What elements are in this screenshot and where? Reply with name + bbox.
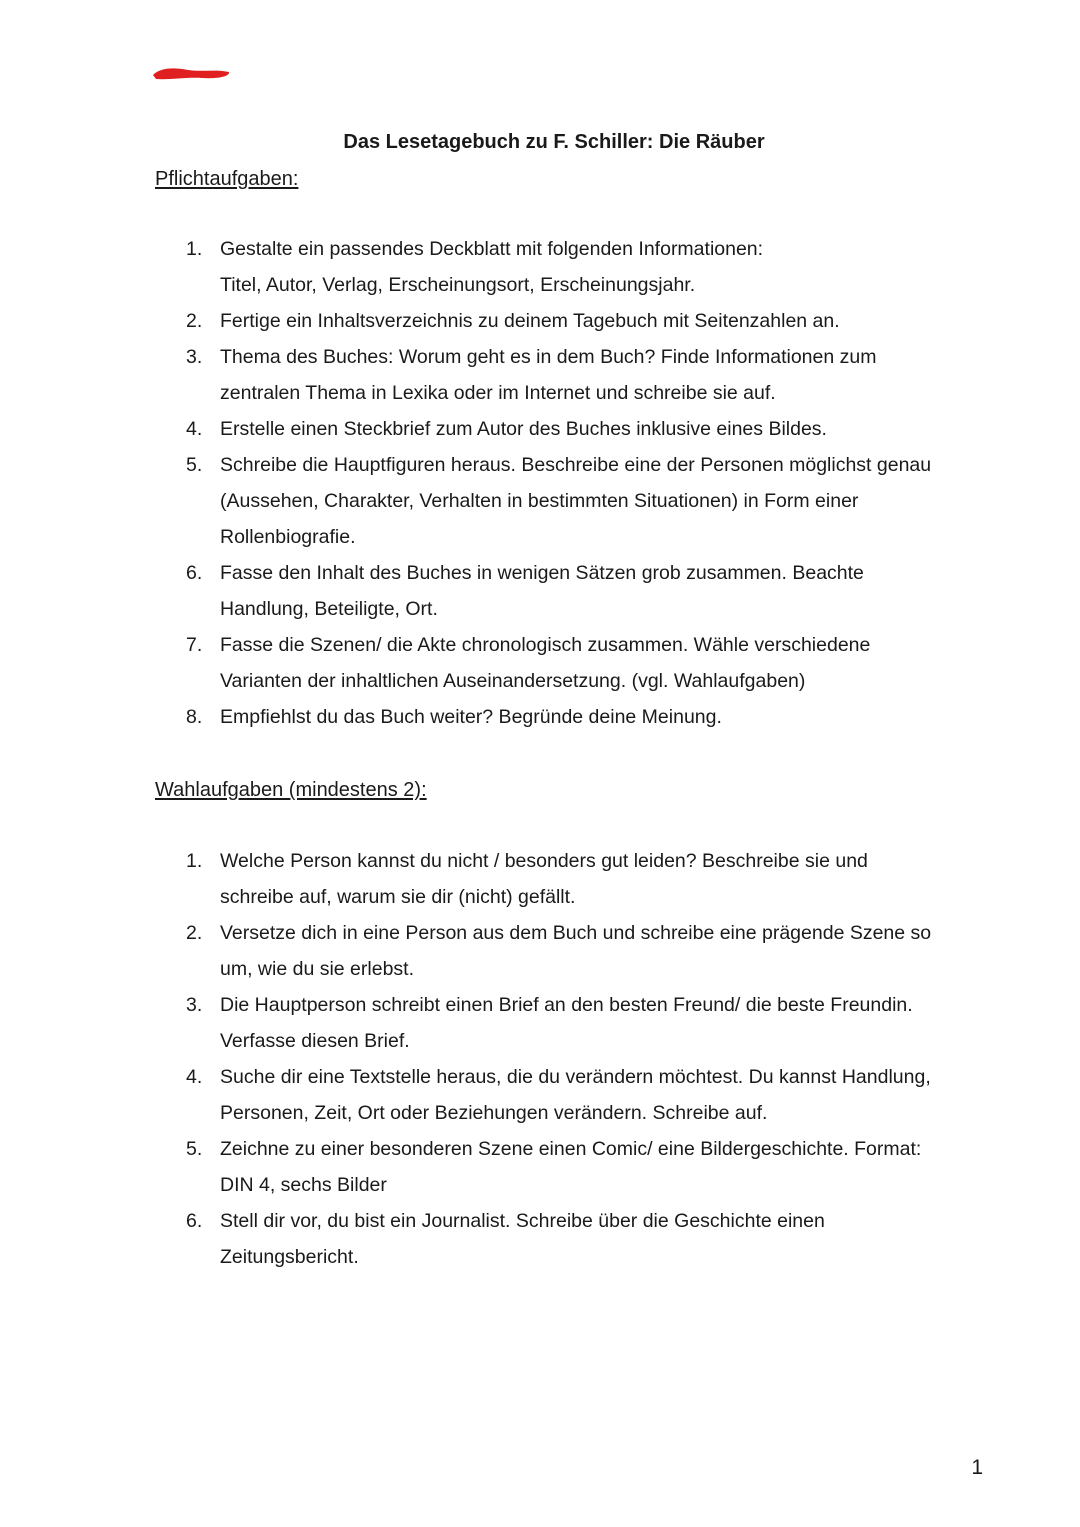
task-text-line: Titel, Autor, Verlag, Erscheinungsort, Erscheinungsjahr. bbox=[220, 274, 696, 296]
task-text-line: um, wie du sie erlebst. bbox=[220, 958, 415, 980]
task-text-line: Gestalte ein passendes Deckblatt mit folgenden Informationen: bbox=[220, 238, 764, 260]
task-text-line: Empfiehlst du das Buch weiter? Begründe deine Meinung. bbox=[220, 706, 722, 728]
task-text-line: Verfasse diesen Brief. bbox=[220, 1030, 410, 1052]
redaction-scribble bbox=[150, 64, 232, 82]
task-number: 1. bbox=[186, 850, 203, 872]
section-heading-pflichtaufgaben: Pflichtaufgaben: bbox=[155, 168, 299, 190]
task-text-line: Handlung, Beteiligte, Ort. bbox=[220, 598, 438, 620]
task-number: 1. bbox=[186, 238, 203, 260]
task-number: 5. bbox=[186, 1138, 203, 1160]
pflichtaufgaben-list bbox=[0, 231, 1080, 735]
task-text-line: Fasse die Szenen/ die Akte chronologisch zusammen. Wähle verschiedene bbox=[220, 634, 871, 656]
document-title: Das Lesetagebuch zu F. Schiller: Die Räuber bbox=[343, 131, 765, 153]
task-number: 2. bbox=[186, 922, 203, 944]
task-text-line: Zeitungsbericht. bbox=[220, 1246, 359, 1268]
task-text-line: Suche dir eine Textstelle heraus, die du verändern möchtest. Du kannst Handlung, bbox=[220, 1066, 931, 1088]
task-number: 6. bbox=[186, 1210, 203, 1232]
task-item bbox=[0, 915, 960, 987]
task-item bbox=[0, 627, 960, 699]
task-number: 3. bbox=[186, 994, 203, 1016]
task-text-line: Fertige ein Inhaltsverzeichnis zu deinem Tagebuch mit Seitenzahlen an. bbox=[220, 310, 840, 332]
task-item bbox=[0, 447, 960, 555]
task-text-line: zentralen Thema in Lexika oder im Internet und schreibe sie auf. bbox=[220, 382, 776, 404]
task-text-line: Die Hauptperson schreibt einen Brief an den besten Freund/ die beste Freundin. bbox=[220, 994, 913, 1016]
task-item bbox=[0, 555, 960, 627]
task-text-line: Rollenbiografie. bbox=[220, 526, 356, 548]
task-text-line: Erstelle einen Steckbrief zum Autor des Buches inklusive eines Bildes. bbox=[220, 418, 827, 440]
task-text-line: schreibe auf, warum sie dir (nicht) gefällt. bbox=[220, 886, 576, 908]
task-item bbox=[0, 411, 960, 447]
task-text-line: Welche Person kannst du nicht / besonders gut leiden? Beschreibe sie und bbox=[220, 850, 868, 872]
task-number: 7. bbox=[186, 634, 203, 656]
task-number: 3. bbox=[186, 346, 203, 368]
task-number: 2. bbox=[186, 310, 203, 332]
task-text-line: Zeichne zu einer besonderen Szene einen Comic/ eine Bildergeschichte. Format: bbox=[220, 1138, 922, 1160]
task-item bbox=[0, 231, 960, 303]
task-text-line: Stell dir vor, du bist ein Journalist. Schreibe über die Geschichte einen bbox=[220, 1210, 825, 1232]
section-heading-wahlaufgaben: Wahlaufgaben (mindestens 2): bbox=[155, 779, 427, 801]
task-text-line: Versetze dich in eine Person aus dem Buch und schreibe eine prägende Szene so bbox=[220, 922, 932, 944]
task-number: 5. bbox=[186, 454, 203, 476]
task-text-line: Personen, Zeit, Ort oder Beziehungen verändern. Schreibe auf. bbox=[220, 1102, 768, 1124]
task-text-line: Fasse den Inhalt des Buches in wenigen Sätzen grob zusammen. Beachte bbox=[220, 562, 864, 584]
task-item bbox=[0, 699, 960, 735]
task-item bbox=[0, 1059, 960, 1131]
task-item bbox=[0, 1203, 960, 1275]
task-text-line: (Aussehen, Charakter, Verhalten in bestimmten Situationen) in Form einer bbox=[220, 490, 859, 512]
task-text-line: Thema des Buches: Worum geht es in dem Buch? Finde Informationen zum bbox=[220, 346, 877, 368]
task-number: 4. bbox=[186, 418, 203, 440]
page-number: 1 bbox=[971, 1456, 983, 1479]
task-text-line: DIN 4, sechs Bilder bbox=[220, 1174, 387, 1196]
task-number: 6. bbox=[186, 562, 203, 584]
task-item bbox=[0, 843, 960, 915]
task-number: 8. bbox=[186, 706, 203, 728]
task-item bbox=[0, 339, 960, 411]
task-text-line: Varianten der inhaltlichen Auseinandersetzung. (vgl. Wahlaufgaben) bbox=[220, 670, 806, 692]
task-item bbox=[0, 303, 960, 339]
task-item bbox=[0, 1131, 960, 1203]
task-number: 4. bbox=[186, 1066, 203, 1088]
task-text-line: Schreibe die Hauptfiguren heraus. Beschreibe eine der Personen möglichst genau bbox=[220, 454, 932, 476]
task-item bbox=[0, 987, 960, 1059]
wahlaufgaben-list bbox=[0, 843, 1080, 1275]
